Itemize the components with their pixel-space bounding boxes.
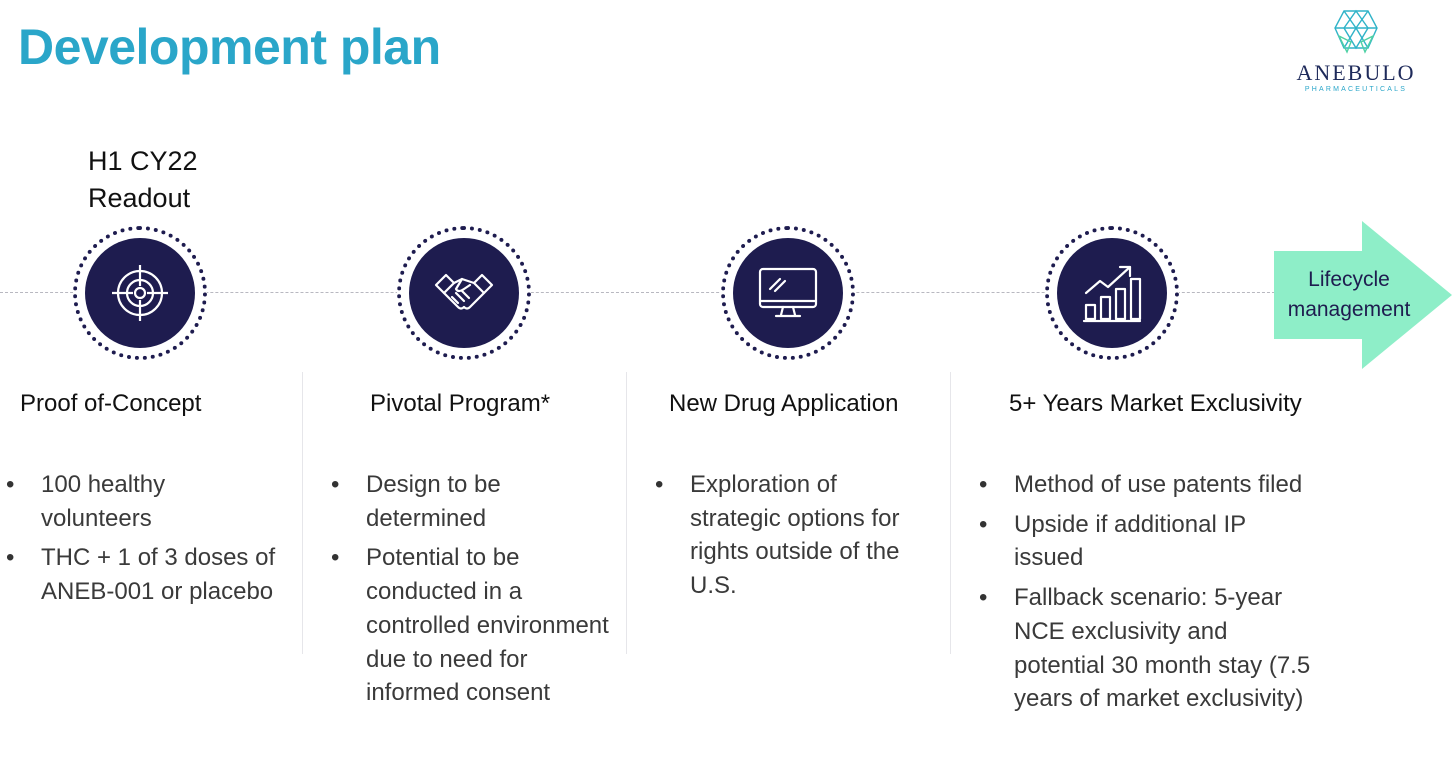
phase-title-pivotal-program: Pivotal Program* (370, 390, 551, 417)
page-title: Development plan (18, 19, 441, 75)
company-logo (1285, 8, 1427, 92)
milestone-pivotal-program (397, 226, 531, 360)
phase-title-market-exclusivity: 5+ Years Market Exclusivity (1009, 390, 1302, 417)
bullet-item: • Fallback scenario: 5-year NCE exclusivity and potential 30 month stay (7.5 years of market exclusivity) (979, 581, 1324, 716)
phase-title-new-drug-application: New Drug Application (669, 390, 899, 417)
column-divider (302, 372, 303, 654)
lifecycle-line-2: management (1287, 298, 1411, 321)
handshake-icon (434, 263, 494, 323)
phase-bullets-pivotal-program (331, 468, 611, 716)
lifecycle-arrow (1272, 221, 1452, 369)
lifecycle-label (1272, 265, 1426, 325)
crystal-lattice-logo-icon (1331, 8, 1381, 54)
milestone-proof-of-concept (73, 226, 207, 360)
bullet-item: • Upside if additional IP issued (979, 508, 1284, 575)
readout-line-2: Readout (88, 183, 191, 213)
bullet-item: • Method of use patents filed (979, 468, 1339, 502)
logo-subtitle: PHARMACEUTICALS (1304, 86, 1408, 93)
monitor-icon (758, 263, 818, 323)
readout-line-1: H1 CY22 (88, 146, 198, 176)
bullet-item: • Design to be determined (331, 468, 611, 535)
phase-bullets-new-drug-application (655, 468, 930, 609)
bullet-item: • 100 healthy volunteers (6, 468, 276, 535)
bullet-item: • Potential to be conducted in a controlled environment due to need for informed consent (331, 541, 611, 710)
lifecycle-line-1: Lifecycle (1308, 268, 1390, 291)
milestone-new-drug-application (721, 226, 855, 360)
growth-chart-icon (1082, 263, 1142, 323)
phase-bullets-proof-of-concept (6, 468, 276, 615)
target-crosshair-icon (110, 263, 170, 323)
column-divider (626, 372, 627, 654)
column-divider (950, 372, 951, 654)
milestone-market-exclusivity (1045, 226, 1179, 360)
readout-label (88, 143, 198, 217)
bullet-item: • Exploration of strategic options for rights outside of the U.S. (655, 468, 930, 603)
bullet-item: • THC + 1 of 3 doses of ANEB-001 or placebo (6, 541, 276, 608)
phase-title-proof-of-concept: Proof of-Concept (20, 390, 202, 417)
logo-name: ANEBULO (1296, 60, 1416, 85)
phase-bullets-market-exclusivity (979, 468, 1339, 722)
